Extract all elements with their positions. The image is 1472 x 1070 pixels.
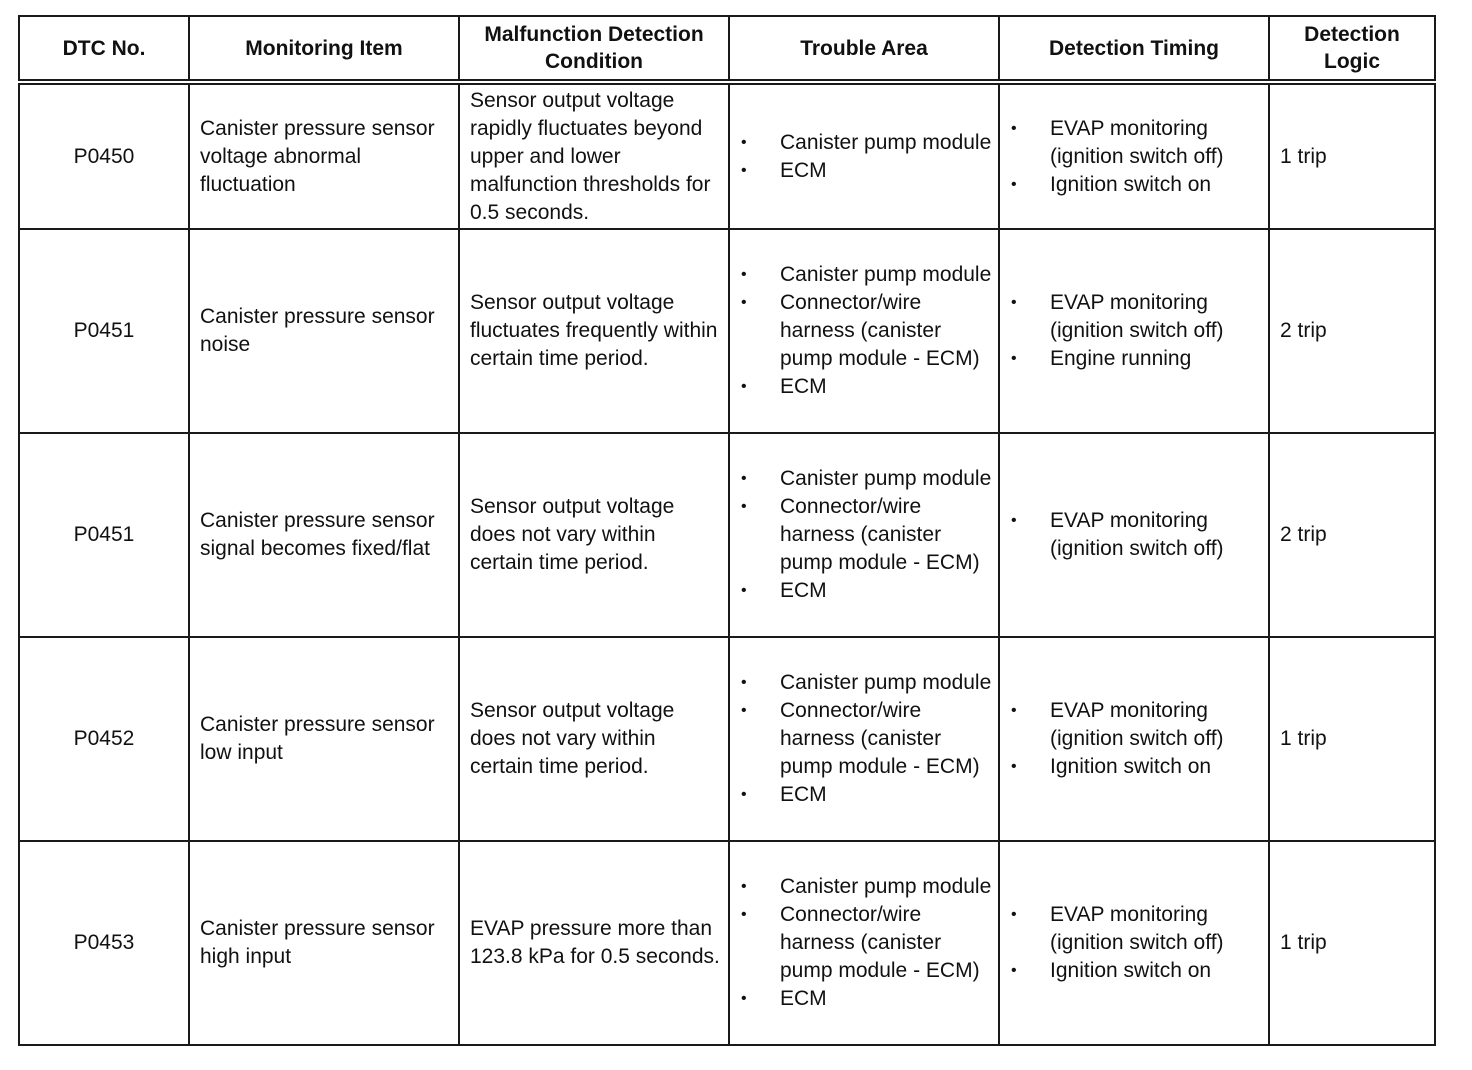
detection-logic-cell: 1 trip bbox=[1269, 841, 1435, 1045]
list-item: • Ignition switch on bbox=[1008, 753, 1262, 781]
monitoring-item-cell: Canister pressure sensor voltage abnormal fluctuation bbox=[189, 82, 459, 229]
trouble-area-cell bbox=[729, 433, 999, 637]
list-item: • Connector/wire harness (canister pump module - ECM) bbox=[738, 697, 992, 781]
dtc-code-cell: P0451 bbox=[19, 433, 189, 637]
detection-timing-cell bbox=[999, 841, 1269, 1045]
dtc-code-cell: P0451 bbox=[19, 229, 189, 433]
trouble-area-cell-list bbox=[738, 129, 992, 185]
list-item: • Engine running bbox=[1008, 345, 1262, 373]
table-row bbox=[19, 637, 1435, 841]
header-monitoring-item: Monitoring Item bbox=[189, 16, 459, 82]
monitoring-item-cell: Canister pressure sensor noise bbox=[189, 229, 459, 433]
table-header bbox=[19, 16, 1435, 82]
detection-condition-cell: Sensor output voltage does not vary within certain time period. bbox=[459, 433, 729, 637]
detection-logic-cell: 1 trip bbox=[1269, 637, 1435, 841]
list-item: • Connector/wire harness (canister pump module - ECM) bbox=[738, 493, 992, 577]
header-detection-timing: Detection Timing bbox=[999, 16, 1269, 82]
detection-timing-cell-list bbox=[1008, 115, 1262, 199]
trouble-area-cell bbox=[729, 637, 999, 841]
table-body bbox=[19, 82, 1435, 1045]
trouble-area-cell-list bbox=[738, 669, 992, 809]
monitoring-item-cell: Canister pressure sensor high input bbox=[189, 841, 459, 1045]
detection-logic-cell: 2 trip bbox=[1269, 229, 1435, 433]
dtc-code-cell: P0452 bbox=[19, 637, 189, 841]
monitoring-item-cell: Canister pressure sensor low input bbox=[189, 637, 459, 841]
detection-condition-cell: EVAP pressure more than 123.8 kPa for 0.5 seconds. bbox=[459, 841, 729, 1045]
trouble-area-cell bbox=[729, 841, 999, 1045]
detection-timing-cell-list bbox=[1008, 507, 1262, 563]
detection-timing-cell bbox=[999, 82, 1269, 229]
list-item: • Canister pump module bbox=[738, 465, 992, 493]
list-item: • Canister pump module bbox=[738, 873, 992, 901]
list-item: • ECM bbox=[738, 577, 992, 605]
list-item: • EVAP monitoring (ignition switch off) bbox=[1008, 507, 1262, 563]
header-row bbox=[19, 16, 1435, 82]
dtc-table bbox=[18, 15, 1436, 1046]
dtc-code-cell: P0453 bbox=[19, 841, 189, 1045]
list-item: • EVAP monitoring (ignition switch off) bbox=[1008, 901, 1262, 957]
detection-timing-cell bbox=[999, 637, 1269, 841]
list-item: • EVAP monitoring (ignition switch off) bbox=[1008, 115, 1262, 171]
detection-timing-cell-list bbox=[1008, 289, 1262, 373]
detection-timing-cell-list bbox=[1008, 697, 1262, 781]
detection-condition-cell: Sensor output voltage fluctuates frequently within certain time period. bbox=[459, 229, 729, 433]
list-item: • Canister pump module bbox=[738, 669, 992, 697]
detection-condition-cell: Sensor output voltage rapidly fluctuates beyond upper and lower malfunction thresholds for 0.5 seconds. bbox=[459, 82, 729, 229]
list-item: • Ignition switch on bbox=[1008, 957, 1262, 985]
trouble-area-cell-list bbox=[738, 261, 992, 401]
list-item: • Connector/wire harness (canister pump module - ECM) bbox=[738, 901, 992, 985]
header-detection-logic: Detection Logic bbox=[1269, 16, 1435, 82]
dtc-code-cell: P0450 bbox=[19, 82, 189, 229]
detection-condition-cell: Sensor output voltage does not vary within certain time period. bbox=[459, 637, 729, 841]
list-item: • Canister pump module bbox=[738, 261, 992, 289]
list-item: • ECM bbox=[738, 157, 992, 185]
trouble-area-cell bbox=[729, 82, 999, 229]
list-item: • ECM bbox=[738, 985, 992, 1013]
trouble-area-cell bbox=[729, 229, 999, 433]
list-item: • Canister pump module bbox=[738, 129, 992, 157]
list-item: • Connector/wire harness (canister pump module - ECM) bbox=[738, 289, 992, 373]
detection-timing-cell bbox=[999, 229, 1269, 433]
detection-logic-cell: 2 trip bbox=[1269, 433, 1435, 637]
header-trouble-area: Trouble Area bbox=[729, 16, 999, 82]
header-detection-condition: Malfunction Detection Condition bbox=[459, 16, 729, 82]
detection-logic-cell: 1 trip bbox=[1269, 82, 1435, 229]
list-item: • ECM bbox=[738, 373, 992, 401]
trouble-area-cell-list bbox=[738, 873, 992, 1013]
monitoring-item-cell: Canister pressure sensor signal becomes fixed/flat bbox=[189, 433, 459, 637]
list-item: • EVAP monitoring (ignition switch off) bbox=[1008, 289, 1262, 345]
detection-timing-cell-list bbox=[1008, 901, 1262, 985]
detection-timing-cell bbox=[999, 433, 1269, 637]
table-row bbox=[19, 229, 1435, 433]
table-row bbox=[19, 82, 1435, 229]
list-item: • EVAP monitoring (ignition switch off) bbox=[1008, 697, 1262, 753]
list-item: • Ignition switch on bbox=[1008, 171, 1262, 199]
table-row bbox=[19, 433, 1435, 637]
table-row bbox=[19, 841, 1435, 1045]
header-dtc-no: DTC No. bbox=[19, 16, 189, 82]
trouble-area-cell-list bbox=[738, 465, 992, 605]
list-item: • ECM bbox=[738, 781, 992, 809]
